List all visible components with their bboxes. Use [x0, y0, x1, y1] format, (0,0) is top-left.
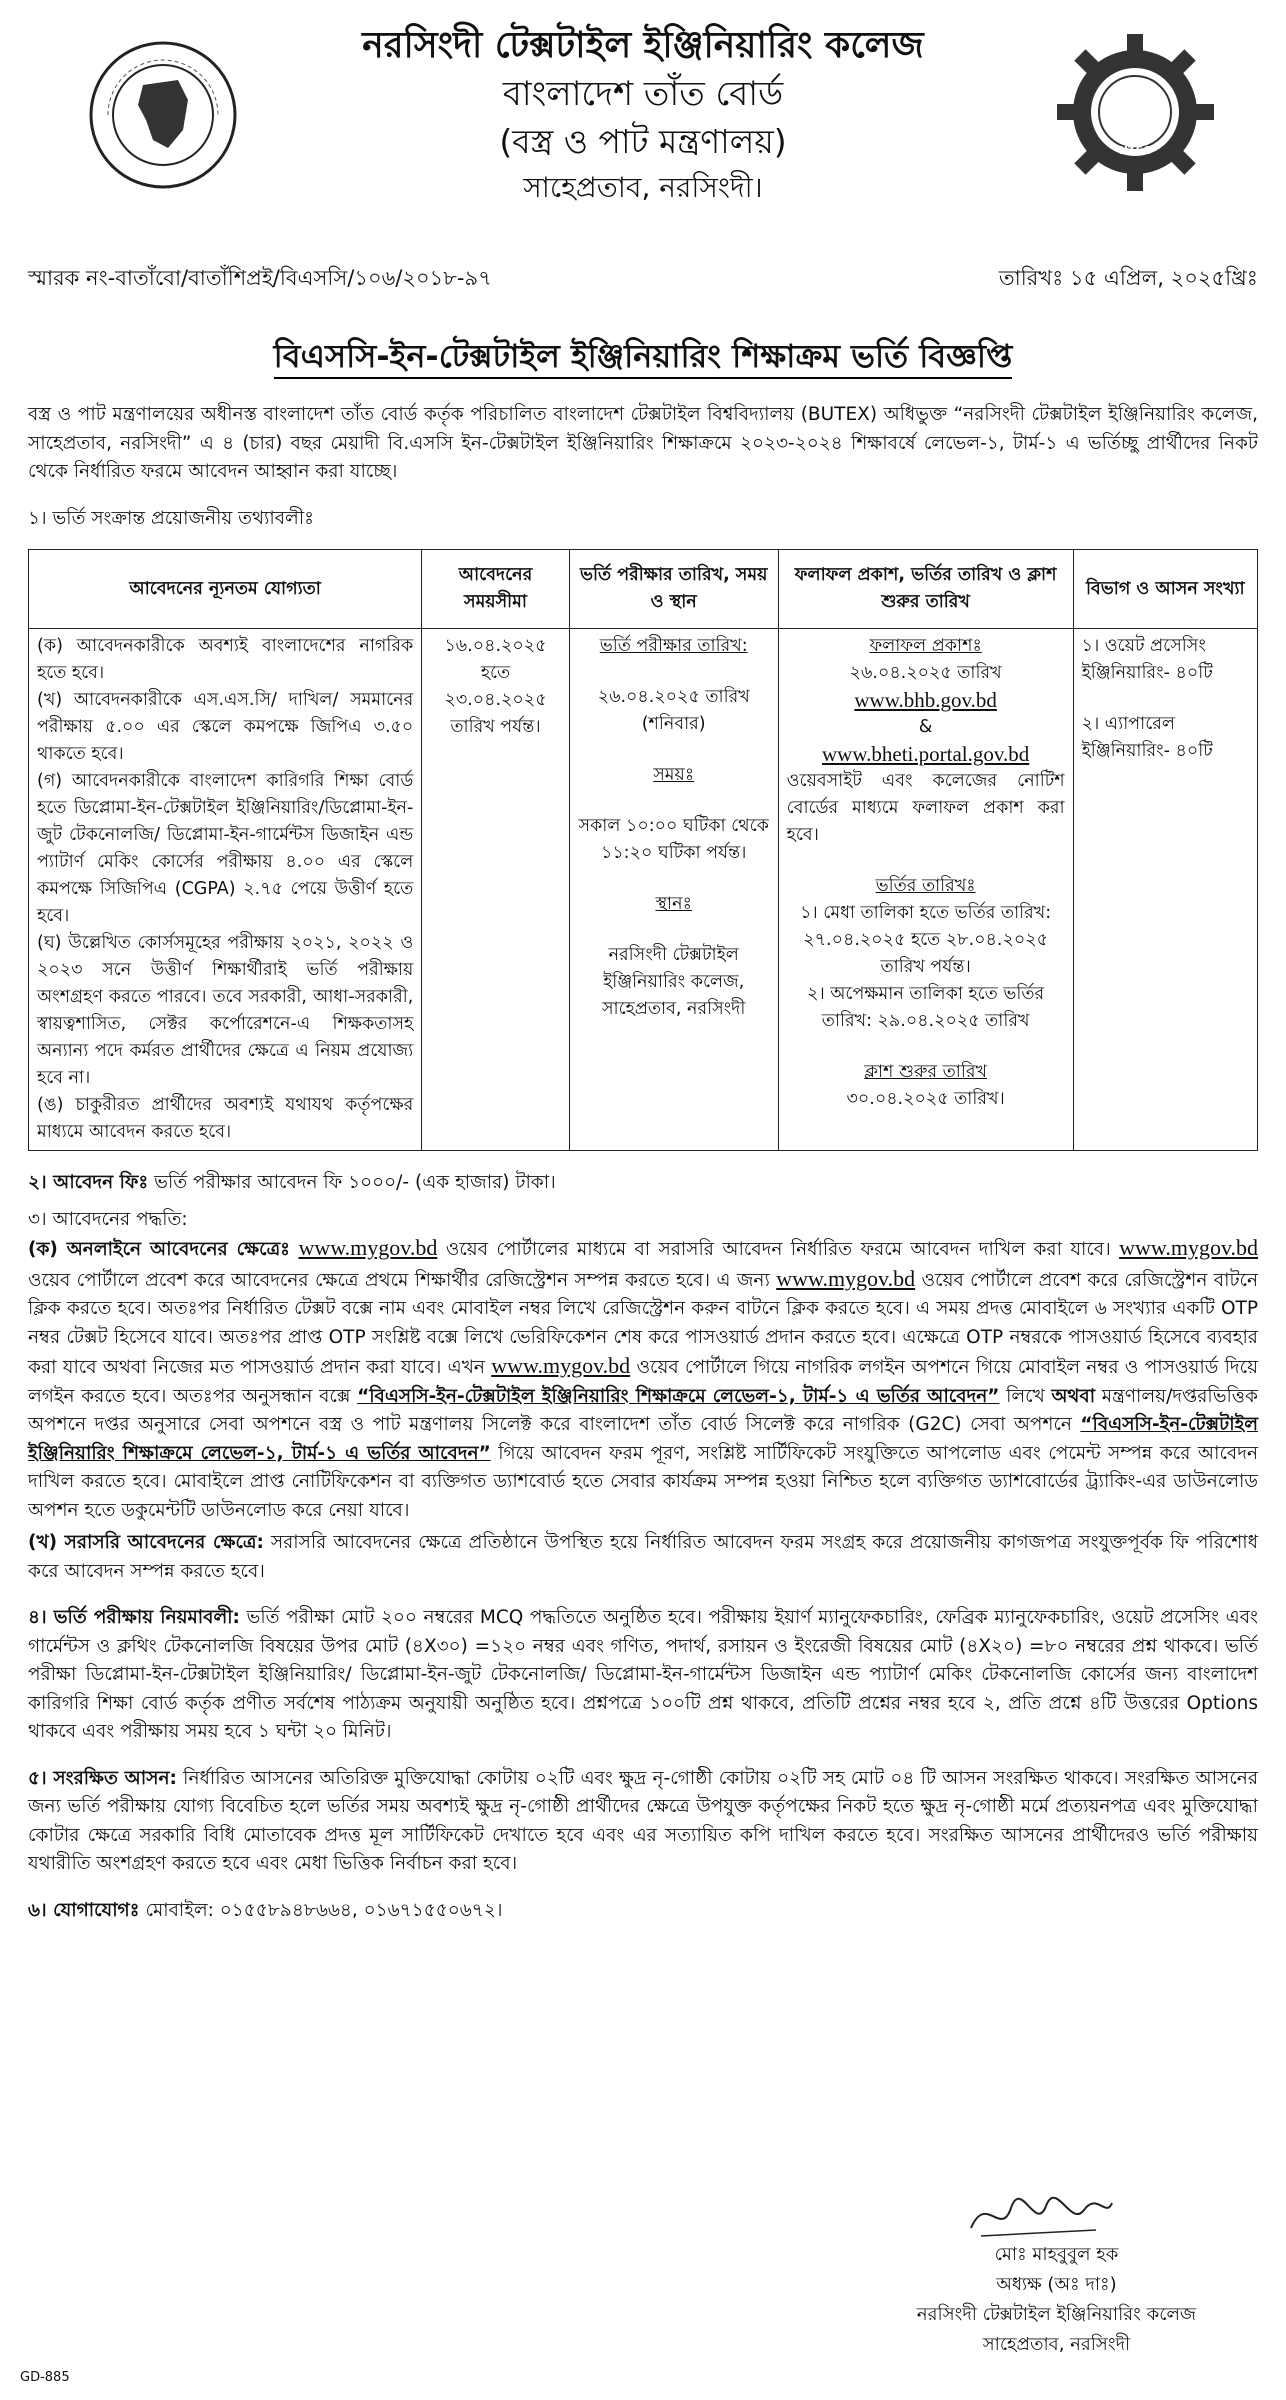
rules-text: ভর্তি পরীক্ষা মোট ২০০ নম্বরের MCQ পদ্ধতিতে অনুষ্ঠিত হবে। পরীক্ষায় ইয়ার্ণ ম্যানুফেকচারিং, ফেব্রিক ম্যানুফেকচারিং, ওয়েট প্রসেসিং এবং গার্মেন্টস ও ক্লথিং টেকনোলজি বিষয়ের উপর মোট (৪X৩০) =১২০ নম্বর এবং গণিত, পদার্থ, রসায়ন ও ইংরেজী বিষয়ের মোট (৪X২০) =৮০ নম্বরের প্রশ্ন থাকবে। ভর্তি পরীক্ষা ডিপ্লোমা-ইন-টেক্সটাইল ইঞ্জিনিয়ারিং/ ডিপ্লোমা-ইন-জুট টেকনোলজি/ ডিপ্লোমা-ইন-গার্মেন্টস ডিজাইন এন্ড প্যাটার্ণ মেকিং টেকনোলজি কোর্সের জন্য বাংলাদেশ কারিগরি শিক্ষা বোর্ড কর্তৃক প্রণীত সর্বশেষ পাঠ্যক্রম অনুযায়ী অনুষ্ঠিত হবে। প্রশ্নপত্রে ১০০টি প্রশ্ন থাকবে, প্রতিটি প্রশ্নের নম্বর হবে ২, প্রতি প্রশ্নে ৪টি উত্তরের Options থাকবে এবং পরীক্ষায় সময় হবে ১ ঘন্টা ২০ মিনিট।: [28, 1607, 1258, 1742]
signatory-title: অধ্যক্ষ (অঃ দাঃ): [996, 2274, 1117, 2295]
ntec-gear-logo-icon: [1053, 30, 1218, 195]
exam-day: (শনিবার): [641, 714, 706, 734]
admission-merit: ১। মেধা তালিকা হতে ভর্তির তারিখ: ২৭.০৪.২০২৫ হতে ২৮.০৪.২০২৫ তারিখ পর্যন্ত।: [800, 903, 1052, 977]
fee-section: [28, 1169, 1258, 1198]
online-text: ওয়েব পোর্টালে প্রবেশ করে আবেদনের ক্ষেত্রে প্রথমে শিক্ষার্থীর রেজিস্ট্রেশন সম্পন্ন করতে হবে। এ জন্য: [28, 1269, 770, 1291]
deadline-cell: [422, 629, 569, 1151]
reserved-text: নির্ধারিত আসনের অতিরিক্ত মুক্তিযোদ্ধা কোটায় ০২টি এবং ক্ষুদ্র নৃ-গোষ্ঠী কোটায় ০২টি সহ মোট ০৪ টি আসন সংরক্ষিত থাকবে। সংরক্ষিত আসনের জন্য ভর্তি পরীক্ষায় যোগ্য বিবেচিত হলে ভর্তির সময় অবশ্যই ক্ষুদ্র নৃ-গোষ্ঠী প্রার্থীদের ক্ষেত্রে উপযুক্ত কর্তৃপক্ষের নিকট হতে ক্ষুদ্র নৃ-গোষ্ঠী মর্মে প্রত্যয়নপত্র এবং মুক্তিযোদ্ধা কোটার ক্ষেত্রে সরকারি বিধি মোতাবেক প্রদত্ত মূল সার্টিফিকেট দেখাতে হবে এবং এর সত্যায়িত কপি দাখিল করতে হবে। সংরক্ষিত আসনের প্রার্থীদেরও ভর্তি পরীক্ষায় যথারীতি অংশগ্রহণ করতে হবে এবং মেধা ভিত্তিক নির্বাচন করা হবে।: [28, 1767, 1259, 1874]
rules-label: ৪। ভর্তি পরীক্ষায় নিয়মাবলী:: [28, 1607, 240, 1628]
online-label: (ক) অনলাইনে আবেদনের ক্ষেত্রেঃ: [28, 1239, 291, 1260]
result-label: ফলাফল প্রকাশঃ: [869, 636, 982, 656]
fee-label: ২। আবেদন ফিঃ: [28, 1172, 149, 1193]
mygov-link[interactable]: www.mygov.bd: [298, 1235, 438, 1260]
college-name: নরসিংদী টেক্সটাইল ইঞ্জিনিয়ারিং কলেজ: [362, 25, 924, 66]
mygov-link[interactable]: www.mygov.bd: [1119, 1235, 1259, 1260]
eligibility-item: (খ) আবেদনকারীকে এস.এস.সি/ দাখিল/ সমমানের পরীক্ষায় ৫.০০ এর স্কেলে কমপক্ষে জিপিএ ৩.৫০ থাকতে হবে।: [37, 690, 414, 764]
eligibility-item: (ঙ) চাকুরীরত প্রার্থীদের অবশ্যই যথাযথ কর্তৃপক্ষের মাধ্যমে আবেদন করতে হবে।: [37, 1095, 414, 1142]
eligibility-item: (ক) আবেদনকারীকে অবশ্যই বাংলাদেশের নাগরিক হতে হবে।: [37, 636, 414, 683]
exam-time-label: সময়ঃ: [653, 765, 695, 785]
admission-waiting: ২। অপেক্ষমান তালিকা হতে ভর্তির তারিখ: ২৯.০৪.২০২৫ তারিখ: [807, 984, 1045, 1031]
header-result: ফলাফল প্রকাশ, ভর্তির তারিখ ও ক্লাশ শুরুর তারিখ: [778, 550, 1073, 629]
direct-label: (খ) সরাসরি আবেদনের ক্ষেত্রে:: [28, 1532, 264, 1553]
result-date: ২৬.০৪.২০২৫ তারিখ: [849, 663, 1002, 683]
online-text: গিয়ে আবেদন ফরম পূরণ, সংশ্লিষ্ট সার্টিফিকেট সংযুক্তিতে আপলোড এবং পেমেন্ট সম্পন্ন করে আবেদন দাখিল করতে হবে। মোবাইলে প্রাপ্ত নোটিফিকেশন বা ব্যক্তিগত ড্যাশবোর্ড হতে সেবার কার্যক্রম সম্পন্ন হওয়া নিশ্চিত হলে ব্যক্তিগত ড্যাশবোর্ডের ট্র্যাকিং-এর ডাউনলোড অপশন হতে ডকুমেন্টটি ডাউনলোড করে নেয়া যাবে।: [28, 1442, 1258, 1521]
header-eligibility: আবেদনের ন্যূনতম যোগ্যতা: [29, 550, 422, 629]
table-row: [29, 629, 1258, 1151]
board-name: বাংলাদেশ তাঁত বোর্ড: [502, 74, 784, 114]
admission-label: ভর্তির তারিখঃ: [875, 876, 976, 896]
search-term: “বিএসসি-ইন-টেক্সটাইল ইঞ্জিনিয়ারিং শিক্ষাক্রমে লেভেল-১, টার্ম-১ এ ভর্তির আবেদন”: [357, 1385, 1000, 1407]
gd-code: GD-885: [20, 2370, 70, 2385]
exam-cell: [569, 629, 778, 1151]
direct-application-paragraph: [28, 1529, 1258, 1586]
exam-date-label: ভর্তি পরীক্ষার তারিখ:: [599, 636, 748, 656]
admission-info-table: [28, 549, 1258, 1151]
exam-time: সকাল ১০:০০ ঘটিকা থেকে ১১:২০ ঘটিকা পর্যন্ত।: [578, 816, 769, 863]
deadline-suffix: তারিখ পর্যন্ত।: [450, 717, 541, 737]
signatory-org: নরসিংদী টেক্সটাইল ইঞ্জিনিয়ারিং কলেজ: [916, 2304, 1196, 2325]
header-exam: ভর্তি পরীক্ষার তারিখ, সময় ও স্থান: [569, 550, 778, 629]
contact-text: মোবাইল: ০১৫৫৮৯৪৮৬৬৪, ০১৬৭১৫৫০৬৭২।: [145, 1899, 503, 1921]
online-text: লিখে: [1006, 1385, 1045, 1407]
class-start-date: ৩০.০৪.২০২৫ তারিখ।: [846, 1089, 1005, 1109]
header-departments: বিভাগ ও আসন সংখ্যা: [1073, 550, 1257, 629]
reserved-seats-paragraph: [28, 1765, 1258, 1879]
intro-paragraph: বস্ত্র ও পাট মন্ত্রণালয়ের অধীনস্ত বাংলাদেশ তাঁত বোর্ড কর্তৃক পরিচালিত বাংলাদেশ টেক্সটাইল বিশ্ববিদ্যালয় (BUTEX) অধিভুক্ত “নরসিংদী টেক্সটাইল ইঞ্জিনিয়ারিং কলেজ, সাহেপ্রতাব, নরসিংদী” এ ৪ (চার) বছর মেয়াদী বি.এসসি ইন-টেক্সটাইল ইঞ্জিনিয়ারিং শিক্ষাক্রমে ২০২৩-২০২৪ শিক্ষাবর্ষে লেভেল-১, টার্ম-১ এ ভর্তিচ্ছু প্রার্থীদের নিকট থেকে নির্ধারিত ফরমে আবেদন আহ্বান করা যাচ্ছে।: [28, 404, 1258, 482]
online-or: অথবা: [1051, 1385, 1096, 1407]
department-apparel: ২। এ্যাপারেল ইঞ্জিনিয়ারিং- ৪০টি: [1081, 714, 1213, 761]
eligibility-item: (ঘ) উল্লেখিত কোর্সসমূহের পরীক্ষায় ২০২১, ২০২২ ও ২০২৩ সনে উত্তীর্ণ শিক্ষার্থীরাই ভর্তি পরীক্ষায় অংশগ্রহণ করতে পারবে। তবে সরকারী, আধা-সরকারী, স্বায়ত্বশাসিত, সেক্টর কর্পোরেশনে-এ শিক্ষকতাসহ অন্যান্য পদে কর্মরত প্রার্থীদের ক্ষেত্রে এ নিয়ম প্রযোজ্য হবে না।: [37, 933, 414, 1088]
online-text: ওয়েব পোর্টালে গিয়ে নাগরিক লগইন অপশনে গিয়ে মোবাইল নম্বর ও পাসওয়ার্ড দিয়ে লগইন করতে হবে। অতঃপর অনুসন্ধান বক্সে: [28, 1357, 1258, 1407]
deadline-end: ২৩.০৪.২০২৫: [444, 690, 547, 710]
mygov-link[interactable]: www.mygov.bd: [776, 1265, 916, 1291]
section1-title: ১। ভর্তি সংক্রান্ত প্রয়োজনীয় তথ্যাবলীঃ: [28, 507, 314, 529]
contact-section: [28, 1897, 1258, 1926]
signatory-name: মোঃ মাহবুবুল হক: [994, 2244, 1119, 2265]
ministry-name: (বস্ত্র ও পাট মন্ত্রণালয়): [499, 122, 787, 161]
ampersand: &: [918, 717, 933, 737]
college-address: সাহেপ্রতাব, নরসিংদী।: [523, 171, 763, 204]
reserved-label: ৫। সংরক্ষিত আসন:: [28, 1767, 177, 1789]
memo-line: [28, 262, 1258, 297]
bangladesh-govt-seal-icon: [88, 40, 238, 190]
eligibility-item: (গ) আবেদনকারীকে বাংলাদেশ কারিগরি শিক্ষা বোর্ড হতে ডিপ্লোমা-ইন-টেক্সটাইল ইঞ্জিনিয়ারিং/ডিপ্লোমা-ইন-জুট টেকনোলজি/ ডিপ্লোমা-ইন-গার্মেন্টস ডিজাইন এন্ড প্যাটার্ণ মেকিং কোর্সের পরীক্ষায় ৪.০০ এর স্কেলে কমপক্ষে সিজিপিএ (CGPA) ২.৭৫ পেয়ে উত্তীর্ণ হতে হবে।: [37, 771, 414, 926]
online-application-paragraph: [28, 1234, 1258, 1525]
exam-rules-paragraph: [28, 1604, 1258, 1747]
exam-venue-label: স্থানঃ: [655, 894, 692, 914]
header-deadline: আবেদনের সময়সীমা: [422, 550, 569, 629]
signature-mark-icon: [966, 2188, 1116, 2248]
memo-date: তারিখঃ ১৫ এপ্রিল, ২০২৫খ্রিঃ: [998, 266, 1258, 290]
letterhead: [28, 0, 1258, 250]
mygov-link[interactable]: www.mygov.bd: [491, 1353, 631, 1378]
online-text: ওয়েব পোর্টালে প্রবেশ করে রেজিস্ট্রেশন বাটনে ক্লিক করতে হবে। অতঃপর নির্ধারিত টেক্সট বক্সে নাম এবং মোবাইল নম্বর লিখে রেজিস্ট্রেশন করুন বাটনে ক্লিক করতে হবে। এ সময় প্রদত্ত মোবাইলে ৬ সংখ্যার একটি OTP নম্বর টেক্সট হিসেবে যাবে। অতঃপর প্রাপ্ত OTP সংশ্লিষ্ট বক্সে লিখে ভেরিফিকেশন শেষ করে পাসওয়ার্ড প্রদান করতে হবে। এক্ষেত্রে OTP নম্বরকে পাসওয়ার্ড হিসেবে ব্যবহার করা যাবে অথবা নিজের মত পাসওয়ার্ড প্রদান করা যাবে। এখন: [28, 1269, 1258, 1378]
online-text: মন্ত্রণালয়/দপ্তরভিত্তিক অপশনে দপ্তর অনুসারে সেবা অপশনে বস্ত্র ও পাট মন্ত্রণালয় সিলেক্ট করে বাংলাদেশ তাঁত বোর্ড সিলেক্ট করে নাগরিক (G2C) সেবা অপশনে: [28, 1385, 1258, 1435]
exam-date: ২৬.০৪.২০২৫ তারিখ: [597, 687, 750, 707]
ntec-logo-text: NTEC: [1118, 144, 1152, 157]
method-title: ৩। আবেদনের পদ্ধতি:: [28, 1208, 188, 1230]
result-text: ওয়েবসাইট এবং কলেজের নোটিশ বোর্ডের মাধ্যমে ফলাফল প্রকাশ করা হবে।: [786, 771, 1065, 845]
eligibility-cell: [29, 629, 422, 1151]
service-name: “বিএসসি-ইন-টেক্সটাইল ইঞ্জিনিয়ারিং শিক্ষাক্রমে লেভেল-১, টার্ম-১ এ ভর্তির আবেদন”: [28, 1414, 1258, 1464]
notice-title: বিএসসি-ইন-টেক্সটাইল ইঞ্জিনিয়ারিং শিক্ষাক্রম ভর্তি বিজ্ঞপ্তি: [28, 331, 1258, 385]
result-cell: [778, 629, 1073, 1151]
direct-text: সরাসরি আবেদনের ক্ষেত্রে প্রতিষ্ঠানে উপস্থিত হয়ে নির্ধারিত আবেদন ফরম সংগ্রহ করে প্রয়োজনীয় কাগজপত্র সংযুক্তপূর্বক ফি পরিশোধ করে আবেদন সম্পন্ন করতে হবে।: [28, 1532, 1258, 1582]
deadline-start: ১৬.০৪.২০২৫ হতে: [444, 636, 547, 683]
class-start-label: ক্লাশ শুরুর তারিখ: [864, 1062, 987, 1082]
contact-label: ৬। যোগাযোগঃ: [28, 1899, 140, 1921]
bheti-website-link[interactable]: www.bheti.portal.gov.bd: [822, 742, 1030, 766]
exam-venue: নরসিংদী টেক্সটাইল ইঞ্জিনিয়ারিং কলেজ, সাহেপ্রতাব, নরসিংদী: [602, 945, 746, 1019]
fee-text: ভর্তি পরীক্ষার আবেদন ফি ১০০০/- (এক হাজার) টাকা।: [154, 1172, 556, 1193]
memo-number: স্মারক নং-বাতাঁবো/বাতাঁশিপ্রই/বিএসসি/১০৬/২০১৮-৯৭: [28, 266, 492, 290]
bhb-website-link[interactable]: www.bhb.gov.bd: [854, 688, 997, 712]
department-wet-processing: ১। ওয়েট প্রসেসিং ইঞ্জিনিয়ারিং- ৪০টি: [1081, 636, 1213, 683]
signature-block: [917, 2240, 1196, 2360]
online-text: ওয়েব পোর্টালের মাধ্যমে বা সরাসরি আবেদন নির্ধারিত ফরমে আবেদন দাখিল করা যাবে।: [445, 1239, 1111, 1260]
departments-cell: [1073, 629, 1257, 1151]
signatory-place: সাহেপ্রতাব, নরসিংদী: [982, 2334, 1131, 2355]
